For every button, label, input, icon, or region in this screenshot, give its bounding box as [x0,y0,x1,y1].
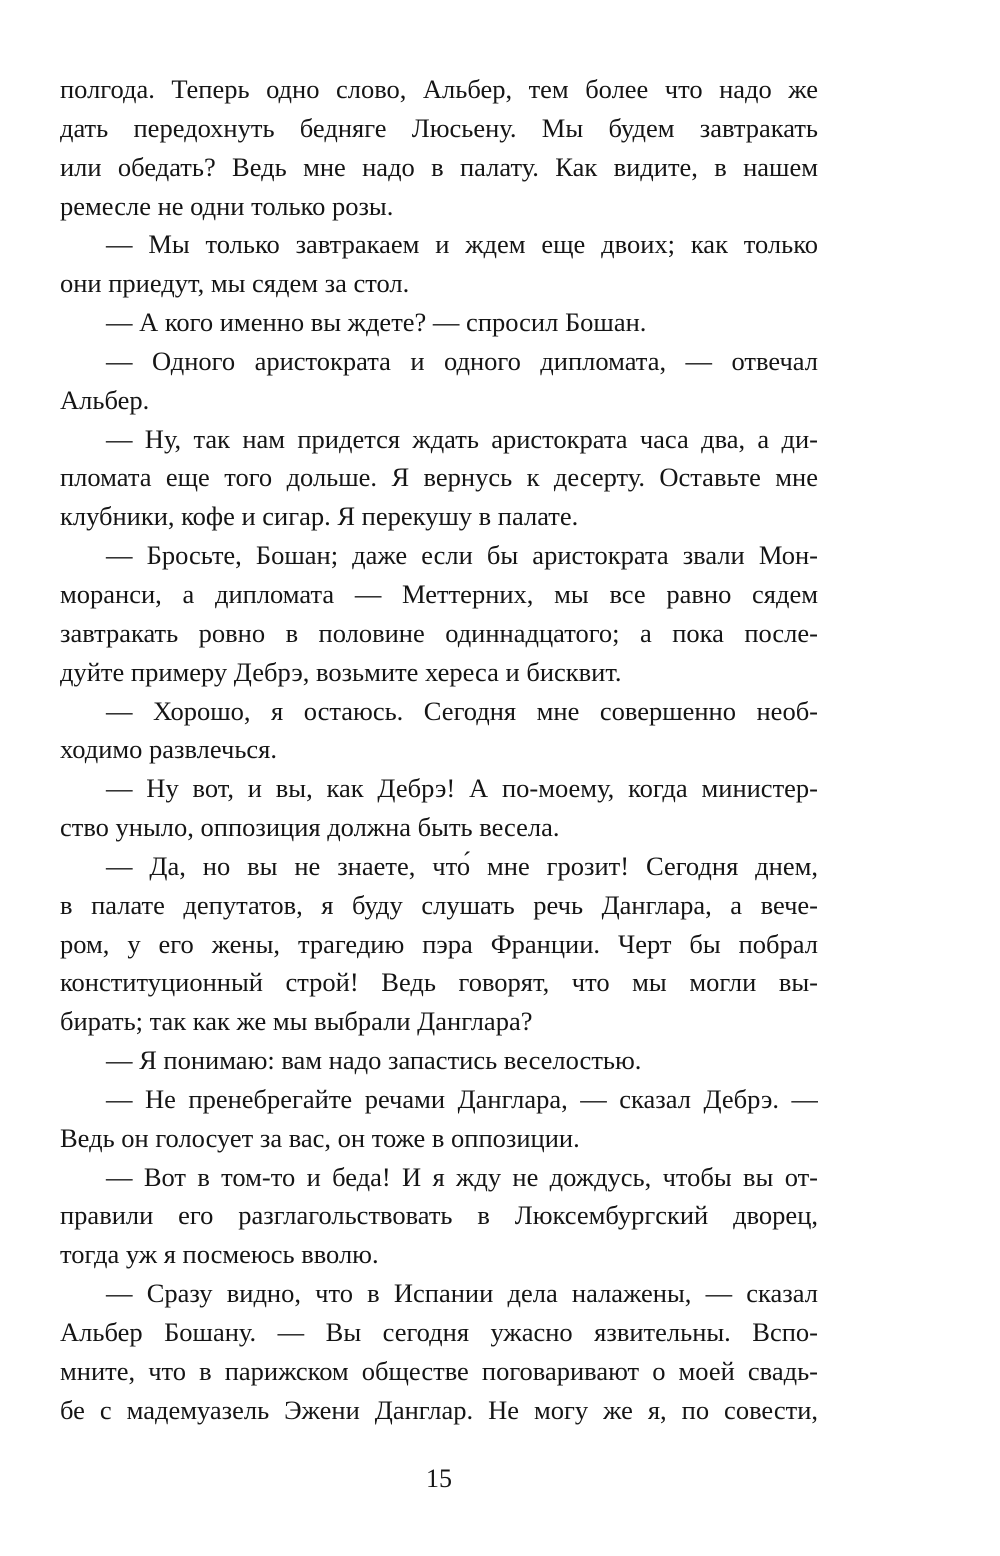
text-line: — Вот в том-то и беда! И я жду не дождусь, чтобы вы от- [106,1161,818,1192]
paragraph [60,342,818,420]
text-line: ходимо развлечься. [60,734,277,765]
text-line: бе с мадемуазель Эжени Данглар. Не могу же я, по совести, [60,1394,818,1425]
paragraph [60,225,818,303]
text-line: — Бросьте, Бошан; даже если бы аристократа звали Мон- [106,540,818,571]
text-line: конституционный строй! Ведь говорят, что мы могли вы- [60,967,818,998]
text-line: — Ну вот, и вы, как Дебрэ! А по-моему, когда министер- [106,773,818,804]
text-line: — Сразу видно, что в Испании дела налажены, — сказал [106,1278,818,1309]
paragraph [60,70,818,225]
text-line: ром, у его жены, трагедию пэра Франции. Черт бы побрал [60,928,818,959]
paragraph [60,1080,818,1158]
text-line: — Не пренебрегайте речами Данглара, — сказал Дебрэ. — [106,1083,818,1114]
page-number: 15 [426,1464,452,1493]
text-line: — Я понимаю: вам надо запастись веселостью. [106,1045,642,1076]
text-line: мните, что в парижском обществе поговаривают о моей свадь- [60,1355,818,1386]
paragraph [60,847,818,1041]
text-line: полгода. Теперь одно слово, Альбер, тем более что надо же [60,74,818,104]
text-line: Альбер. [60,384,150,415]
paragraph [60,303,818,342]
text-line: ство уныло, оппозиция должна быть весела. [60,812,560,843]
text-line: в палате депутатов, я буду слушать речь Данглара, а вече- [60,889,818,920]
text-line: ремесле не одни только розы. [60,190,394,221]
text-line: тогда уж я посмеюсь вволю. [60,1239,379,1270]
paragraph [60,536,818,691]
text-line: пломата еще того дольше. Я вернусь к десерту. Оставьте мне [60,462,818,493]
text-line: — Одного аристократа и одного дипломата, — отвечал [106,345,818,376]
paragraph [60,420,818,537]
text-line: Ведь он голосует за вас, он тоже в оппозиции. [60,1122,580,1153]
text-line: моранси, а дипломата — Меттерних, мы все равно сядем [60,578,818,609]
text-line: клубники, кофе и сигар. Я перекушу в палате. [60,501,579,532]
paragraph [60,692,818,770]
text-line: они приедут, мы сядем за стол. [60,268,410,299]
text-line: дать передохнуть бедняге Люсьену. Мы будем завтракать [60,112,818,143]
paragraph [60,769,818,847]
page-text-block [60,70,818,1430]
text-line: дуйте примеру Дебрэ, возьмите хереса и бисквит. [60,656,622,687]
text-line: — Ну, так нам придется ждать аристократа часа два, а ди- [106,423,818,454]
paragraph [60,1274,818,1429]
text-line: — Да, но вы не знаете, что́ мне грозит! Сегодня днем, [106,850,818,881]
paragraph [60,1041,818,1080]
text-line: или обедать? Ведь мне надо в палату. Как видите, в нашем [60,151,818,182]
text-line: бирать; так как же мы выбрали Данглара? [60,1006,533,1037]
text-line: — А кого именно вы ждете? — спросил Бошан. [106,307,647,338]
text-line: — Хорошо, я остаюсь. Сегодня мне совершенно необ- [106,695,818,726]
text-line: завтракать ровно в половине одиннадцатого; а пока после- [60,617,818,648]
text-line: Альбер Бошану. — Вы сегодня ужасно язвительны. Вспо- [60,1317,818,1347]
text-line: — Мы только завтракаем и ждем еще двоих; как только [106,229,818,260]
paragraph [60,1158,818,1275]
text-line: правили его разглагольствовать в Люксембургский дворец, [60,1200,818,1231]
